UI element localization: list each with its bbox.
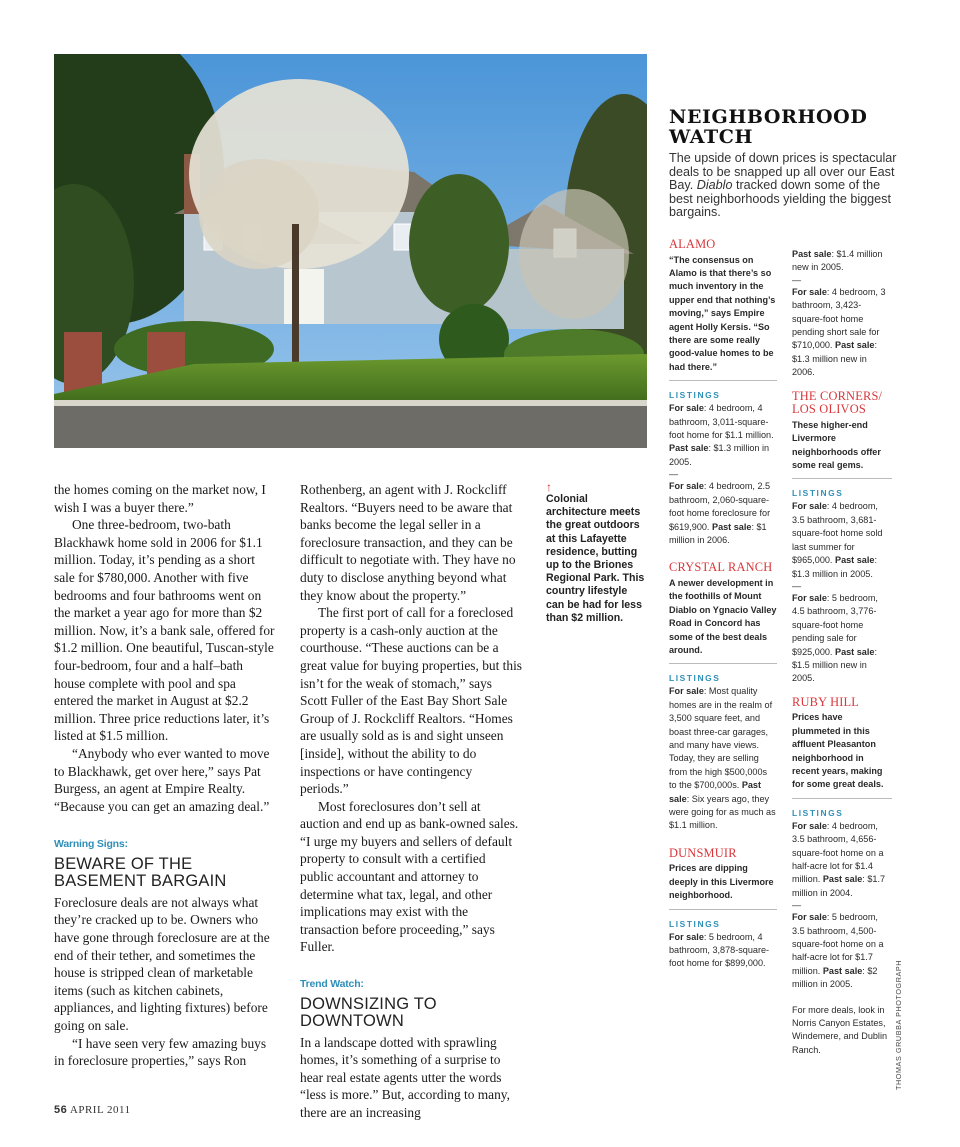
listing-detail: : 5 bedroom, 4 bathroom, 3,878-square-foot home for $899,000. [669, 931, 770, 969]
for-sale-label: For sale [669, 931, 704, 942]
section-heading: DOWNSIZING TO DOWNTOWN [300, 994, 437, 1030]
listing [792, 286, 892, 380]
listings-label: LISTINGS [669, 673, 721, 684]
article-column-1 [54, 481, 275, 1070]
magazine-name: Diablo [696, 178, 733, 193]
paragraph: the homes coming on the market now, I wish I was a buyer there.” [54, 482, 266, 515]
past-sale-label: Past sale [792, 249, 832, 259]
paragraph: “Anybody who ever wanted to move to Blackhawk, get over here,” says Pat Burgess, an agent at Empire Realty. “Because you can get an amazing deal.” [54, 745, 270, 814]
listing [792, 248, 892, 275]
section-kicker: Trend Watch: [300, 978, 364, 991]
paragraph: Foreclosure deals are not always what they’re cracked up to be. Owners who have gone through foreclosure are at the end of their tether, and sometimes the house is stripped clean of marketable items (such as kitchen cabinets, appliances, and lighting fixtures) before going on sale. [54, 894, 270, 1034]
listing-detail: : $1 million in 2006. [669, 521, 767, 545]
for-sale-label: For sale [792, 820, 827, 831]
neighborhood-name: CRYSTAL RANCH [669, 560, 773, 575]
sidebar-intro [669, 152, 901, 220]
issue-date: APRIL 2011 [69, 1104, 131, 1116]
neighborhood-name: DUNSMUIR [669, 845, 737, 860]
house-photo [54, 54, 647, 448]
caption-text: Colonial architecture meets the great outdoors at this Lafayette residence, butting up to the Briones Regional Park. This country lifestyle can be had for less than $2 million. [546, 493, 645, 624]
neighborhood-quote: A newer development in the foothills of Mount Diablo on Ygnacio Valley Road in Concord has some of the best deals around. [669, 577, 777, 664]
for-sale-label: For sale [669, 686, 704, 697]
page-footer [54, 1104, 131, 1116]
house-photo-icon [54, 54, 647, 448]
past-sale-label: Past sale [835, 555, 875, 566]
listings-label: LISTINGS [669, 390, 721, 401]
listing-detail: : 4 bedroom, 2.5 bathroom, 2,060-square-foot home foreclosure for $619,900. [669, 481, 771, 532]
neighborhood-name: RUBY HILL [792, 694, 860, 709]
listing [669, 480, 777, 547]
for-sale-label: For sale [792, 592, 827, 603]
past-sale-label: Past sale [835, 340, 875, 351]
sidebar-column-b [792, 248, 892, 1057]
article-column-2 [300, 481, 522, 1122]
paragraph: “I have seen very few amazing buys in foreclosure properties,” says Ron [54, 1035, 267, 1069]
listing [669, 931, 777, 971]
up-arrow-icon: ↑ [546, 480, 552, 494]
divider: — [792, 900, 802, 911]
listing-detail: : 4 bedroom, 3 bathroom, 3,423-square-foot home pending short sale for $710,000. [792, 286, 886, 351]
more-deals-note: For more deals, look in Norris Canyon Estates, Windemere, and Dublin Ranch. [792, 1004, 888, 1055]
paragraph: One three-bedroom, two-bath Blackhawk home sold in 2006 for $1.1 million. Today, it’s pending as a short sale for $780,000. Another with five bedrooms and four bathrooms went on the market a year ago for more than $2 million. Now, it’s a bank sale, offered for $1.2 million. One beautiful, Tuscan-style four-bedroom, four and a half–bath house complete with pool and spa entered the market in August at $2.2 million. Three price reductions later, it’s listed at $1.5 million. [54, 517, 275, 744]
neighborhood-quote: Prices have plummeted in this affluent Pleasanton neighborhood in recent years, making for some great deals. [792, 711, 892, 798]
photo-credit-text: THOMAS GRUBBA PHOTOGRAPHY [894, 960, 903, 1090]
listing-detail: : $1.5 million new in 2005. [792, 646, 877, 684]
paragraph: Most foreclosures don’t sell at auction and end up as bank-owned sales. “I urge my buyers and sellers of default property to consult with a certified public accountant and attorney to determine what tax, legal, and other implications may exist with the transaction before proceeding,” says Fuller. [300, 798, 519, 955]
section-heading: BEWARE OF THE BASEMENT BARGAIN [54, 854, 227, 890]
for-sale-label: For sale [669, 403, 704, 414]
divider: — [669, 469, 679, 480]
listing-detail: : Most quality homes are in the realm of 3,500 square feet, and boast three-car garages, and many have views. Today, they are selling from the high $500,000s to the $700,000s. [669, 686, 773, 791]
page-number: 56 [54, 1104, 68, 1116]
divider: — [792, 274, 802, 285]
divider: — [792, 580, 802, 591]
past-sale-label: Past sale [669, 443, 709, 454]
listing-detail: : $1.3 million new in 2006. [792, 340, 877, 378]
sidebar-title [669, 107, 909, 147]
past-sale-label: Past sale [669, 780, 762, 804]
section-kicker: Warning Signs: [54, 838, 128, 851]
listings-label: LISTINGS [792, 488, 844, 499]
listing-detail: : 4 bedroom, 4 bathroom, 3,011-square-foot home for $1.1 million. [669, 403, 774, 441]
paragraph: In a landscape dotted with sprawling homes, it’s something of a surprise to hear real estate agents utter the words “less is more.” But, according to many, there are an increasing [300, 1034, 510, 1120]
listing [792, 500, 892, 580]
for-sale-label: For sale [792, 286, 827, 297]
listings-label: LISTINGS [792, 807, 844, 818]
for-sale-label: For sale [669, 481, 704, 492]
neighborhood-quote: “The consensus on Alamo is that there’s so much inventory in the upper end that nothing’s moving,” says Empire agent Holly Kersis. “So there are some really good-value homes to be had there.” [669, 254, 777, 382]
listing-detail: : $1.4 million new in 2005. [792, 249, 883, 273]
photo-credit [890, 960, 906, 1090]
title-line: NEIGHBORHOOD [669, 106, 868, 128]
listing-detail: : Six years ago, they were going for as much as $1.1 million. [669, 793, 776, 831]
listing-detail: : $2 million in 2005. [792, 965, 878, 990]
past-sale-label: Past sale [822, 965, 863, 976]
sidebar-column-a [669, 238, 777, 971]
photo-caption [546, 481, 646, 625]
listing [792, 820, 892, 900]
paragraph: The first port of call for a foreclosed property is a cash-only auction at the courthouse. “These auctions can be a great value for buying properties, but this isn’t for the weak of stomach,” says Scott Fuller of the East Bay Short Sale Group of J. Rockcliff Realtors. “Homes are usually sold as is and sight unseen [inside], without the ability to do inspections or have contingency periods.” [300, 605, 523, 797]
listing-detail: : $1.3 million in 2005. [792, 555, 877, 579]
past-sale-label: Past sale [822, 874, 863, 885]
past-sale-label: Past sale [835, 646, 875, 657]
listing [669, 402, 777, 469]
listing-detail: : 4 bedroom, 3.5 bathroom, 4,656-square-foot home on a half-acre lot for $1.4 million. [792, 820, 884, 885]
intro-text: The upside of down prices is spectacular deals to be snapped up all over our East Bay. [669, 151, 897, 193]
listing-detail: : 5 bedroom, 4.5 bathroom, 3,776-square-foot home pending sale for $925,000. [792, 592, 878, 657]
intro-text: tracked down some of the best neighborhoods yielding the biggest bargains. [669, 178, 891, 220]
for-sale-label: For sale [792, 912, 827, 923]
for-sale-label: For sale [792, 501, 827, 512]
title-line: WATCH [669, 126, 754, 148]
listings-label: LISTINGS [669, 918, 721, 929]
neighborhood-name: THE CORNERS/ LOS OLIVOS [792, 388, 883, 417]
neighborhood-name: ALAMO [669, 237, 716, 251]
listing [792, 592, 892, 686]
paragraph: Rothenberg, an agent with J. Rockcliff Realtors. “Buyers need to be aware that banks become the legal seller in a foreclosure transaction, and they can be difficult to negotiate with. They have no duty to disclose anything beyond what they know about the property.” [300, 482, 516, 603]
listing [669, 685, 777, 832]
neighborhood-quote: Prices are dipping deeply in this Livermore neighborhood. [669, 862, 777, 909]
listing-detail: : 4 bedroom, 3.5 bathroom, 3,681-square-foot home sold last summer for $965,000. [792, 501, 883, 566]
listing-detail: : $1.7 million in 2004. [792, 874, 886, 898]
neighborhood-quote: These higher-end Livermore neighborhoods offer some real gems. [792, 419, 892, 480]
past-sale-label: Past sale [712, 521, 752, 532]
listing-detail: : 5 bedroom, 3.5 bathroom, 4,500-square-foot home on a half-acre lot for $1.7 million. [792, 912, 884, 976]
listing-detail: : $1.3 million in 2005. [669, 443, 770, 467]
listing [792, 911, 892, 991]
